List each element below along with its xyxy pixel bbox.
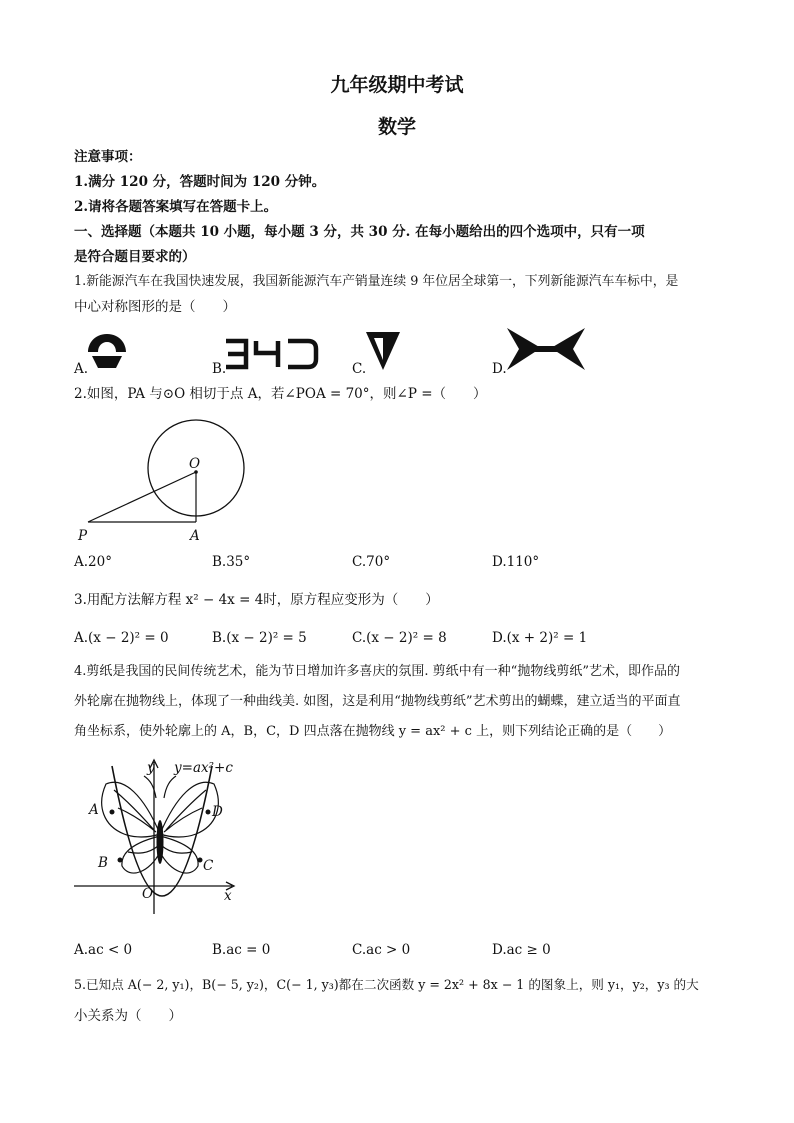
segment-po [88, 472, 196, 522]
label-point-a: A [89, 802, 99, 818]
section-heading-cont: 是符合题目要求的） [74, 249, 196, 265]
label-o: O [189, 456, 201, 472]
section-heading: 一、选择题（本题共 10 小题，每小题 3 分，共 30 分. 在每小题给出的四个选项中，只有一项 [74, 224, 645, 240]
note-item: 2.请将各题答案填写在答题卡上。 [74, 199, 278, 215]
q1-stem-cont: 中心对称图形的是（ ） [74, 299, 236, 315]
q4-option-a: A.ac < 0 [74, 942, 133, 958]
label-point-b: B [98, 855, 108, 871]
label-a: A [190, 528, 200, 544]
q2-option-b: B.35° [212, 554, 251, 570]
q4-stem-cont: 外轮廓在抛物线上，体现了一种曲线美. 如图，这是利用“抛物线剪纸”艺术剪出的蝴蝶，建立适当的平面直 [74, 694, 681, 709]
label-p: P [78, 528, 88, 544]
q4-option-c: C.ac > 0 [352, 942, 411, 958]
byd-logo-icon [224, 338, 320, 370]
page-title: 九年级期中考试 [330, 74, 464, 96]
q3-option-a: A.(x − 2)² = 0 [74, 630, 169, 646]
q2-stem: 2.如图，PA 与⊙O 相切于点 A，若∠POA = 70°，则∠P =（ ） [74, 386, 487, 402]
q5-stem: 5.已知点 A(− 2, y₁)，B(− 5, y₂)，C(− 1, y₃)都在二次函数 y = 2x² + 8x − 1 的图象上，则 y₁，y₂，y₃ 的大 [74, 977, 699, 992]
q3-option-d: D.(x + 2)² = 1 [492, 630, 588, 646]
q5-stem-cont: 小关系为（ ） [74, 1008, 182, 1024]
q2-option-a: A.20° [74, 554, 112, 570]
q4-option-b: B.ac = 0 [212, 942, 271, 958]
q2-tangent-circle-figure [74, 412, 254, 544]
label-x-axis: x [224, 888, 232, 904]
q2-option-d: D.110° [492, 554, 540, 570]
tesla-like-logo-icon [364, 330, 402, 372]
label-parabola-equation: y=ax²+c [174, 760, 233, 776]
label-y-axis: y [147, 760, 155, 776]
q4-stem-cont2: 角坐标系，使外轮廓上的 A，B，C，D 四点落在抛物线 y = ax² + c 上，则下列结论正确的是（ ） [74, 724, 672, 739]
nio-logo-icon [86, 332, 128, 372]
label-point-c: C [203, 858, 214, 874]
q1-stem: 1.新能源汽车在我国快速发展，我国新能源汽车产销量连续 9 年位居全球第一，下列新能源汽车车标中，是 [74, 274, 679, 289]
q3-option-b: B.(x − 2)² = 5 [212, 630, 307, 646]
q1-option-b: B. [212, 361, 227, 377]
label-point-d: D [212, 804, 223, 820]
note-item: 1.满分 120 分，答题时间为 120 分钟。 [74, 174, 326, 190]
label-origin: O [142, 886, 154, 902]
q3-stem: 3.用配方法解方程 x² − 4x = 4时，原方程应变形为（ ） [74, 592, 439, 608]
q1-option-a: A. [74, 361, 89, 377]
xpeng-logo-icon [505, 326, 587, 372]
subject-title: 数学 [377, 116, 416, 138]
q4-butterfly-parabola-figure [74, 756, 244, 916]
q1-option-d: D. [492, 361, 507, 377]
q4-option-d: D.ac ≥ 0 [492, 942, 551, 958]
q4-stem: 4.剪纸是我国的民间传统艺术，能为节日增加许多喜庆的氛围. 剪纸中有一种“抛物线剪纸”艺术，即作品的 [74, 664, 680, 679]
q2-option-c: C.70° [352, 554, 391, 570]
q3-option-c: C.(x − 2)² = 8 [352, 630, 447, 646]
q1-option-c: C. [352, 361, 367, 377]
notes-heading: 注意事项： [74, 149, 142, 165]
